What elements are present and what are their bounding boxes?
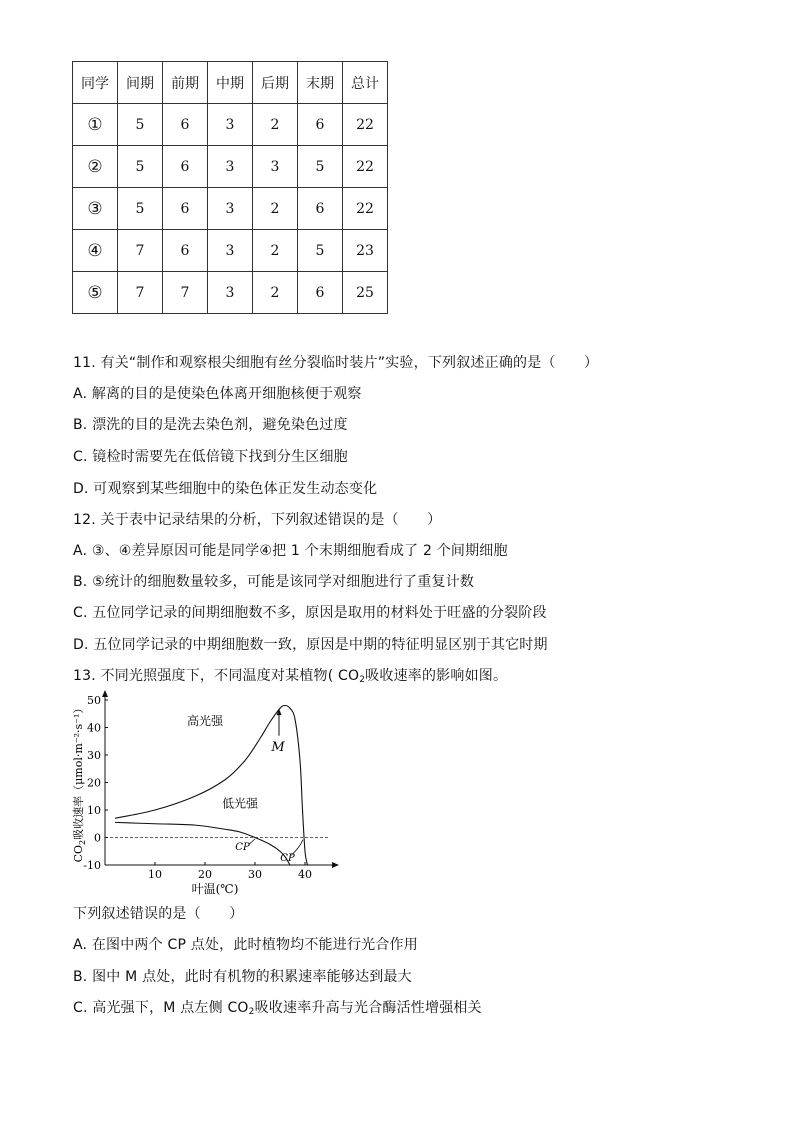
y-axis-label: $CO_2$吸收速率（μmol·m⁻²·s⁻¹）	[72, 702, 87, 863]
y-tick-label: -10	[83, 859, 101, 872]
q12-option-d: D. 五位同学记录的中期细胞数一致，原因是中期的特征明显区别于其它时期	[73, 637, 548, 653]
table-row	[73, 230, 388, 272]
table-header-cell: 同学	[73, 62, 118, 104]
table-cell: 6	[163, 104, 208, 146]
co2-absorption-chart	[70, 688, 340, 898]
y-axis-arrow	[102, 690, 108, 697]
q13-option-b: B. 图中 M 点处，此时有机物的积累速率能够达到最大	[73, 969, 412, 985]
table-header-cell: 中期	[208, 62, 253, 104]
table-cell: 22	[343, 104, 388, 146]
table-cell: 7	[163, 272, 208, 314]
table-cell: 6	[163, 230, 208, 272]
table-cell: 6	[298, 272, 343, 314]
table-cell: ②	[73, 146, 118, 188]
table-cell: 7	[118, 272, 163, 314]
table-cell: 2	[253, 104, 298, 146]
q12-option-b: B. ⑤统计的细胞数量较多，可能是该同学对细胞进行了重复计数	[73, 574, 475, 590]
table-cell: 3	[208, 272, 253, 314]
q11-stem: 11. 有关“制作和观察根尖细胞有丝分裂临时装片”实验，下列叙述正确的是（ ）	[73, 355, 599, 371]
table-cell: 3	[253, 146, 298, 188]
table-cell: 5	[118, 146, 163, 188]
cp-label-high: CP	[280, 852, 295, 864]
y-tick-label: 40	[87, 721, 101, 735]
table-header-cell: 总计	[343, 62, 388, 104]
table-cell: 23	[343, 230, 388, 272]
cp-label-low: CP	[235, 841, 250, 853]
table-cell: 5	[298, 230, 343, 272]
table-cell: 3	[208, 188, 253, 230]
y-tick-label: 30	[87, 749, 101, 762]
table-cell: 7	[118, 230, 163, 272]
table-cell: ⑤	[73, 272, 118, 314]
table-cell: 2	[253, 230, 298, 272]
low-light-label: 低光强	[221, 796, 259, 811]
y-tick-label: 50	[87, 694, 101, 707]
table-cell: 25	[343, 272, 388, 314]
table-header-cell: 后期	[253, 62, 298, 104]
q12-stem: 12. 关于表中记录结果的分析，下列叙述错误的是（ ）	[73, 512, 442, 528]
table-cell: 6	[298, 188, 343, 230]
data-table	[72, 61, 388, 314]
table-cell: ③	[73, 188, 118, 230]
q13-option-c: C. 高光强下，M 点左侧 $CO_2$吸收速率升高与光合酶活性增强相关	[73, 1000, 482, 1017]
y-tick-label: 0	[94, 831, 101, 845]
table-cell: 3	[208, 230, 253, 272]
table-cell: 3	[208, 146, 253, 188]
table-cell: 6	[163, 188, 208, 230]
table-cell: 5	[118, 188, 163, 230]
q11-option-d: D. 可观察到某些细胞中的染色体正发生动态变化	[73, 481, 378, 497]
table-row	[73, 146, 388, 188]
table-cell: 2	[253, 272, 298, 314]
x-tick-label: 20	[198, 868, 212, 881]
table-row	[73, 188, 388, 230]
table-header-cell: 间期	[118, 62, 163, 104]
table-cell: 6	[163, 146, 208, 188]
high-light-label: 高光强	[186, 713, 224, 728]
table-cell: 5	[298, 146, 343, 188]
y-tick-label: 20	[87, 776, 101, 790]
q12-option-a: A. ③、④差异原因可能是同学④把 1 个末期细胞看成了 2 个间期细胞	[73, 543, 508, 559]
q11-option-b: B. 漂洗的目的是洗去染色剂，避免染色过度	[73, 417, 348, 433]
x-axis-label: 叶温(℃)	[191, 882, 239, 896]
table-row	[73, 104, 388, 146]
table-cell: 3	[208, 104, 253, 146]
x-tick-label: 10	[148, 868, 162, 881]
q13-question: 下列叙述错误的是（ ）	[73, 906, 244, 922]
cp-arrow-low	[249, 839, 255, 845]
table-header-cell: 前期	[163, 62, 208, 104]
y-tick-label: 10	[87, 804, 101, 817]
x-tick-label: 30	[248, 868, 262, 881]
x-axis-arrow	[332, 862, 339, 868]
low-light-curve	[115, 822, 290, 865]
table-header-cell: 末期	[298, 62, 343, 104]
q11-option-c: C. 镜检时需要先在低倍镜下找到分生区细胞	[73, 449, 348, 465]
table-row	[73, 272, 388, 314]
table-cell: 5	[118, 104, 163, 146]
x-tick-label: 40	[298, 868, 312, 881]
table-cell: 2	[253, 188, 298, 230]
m-point-label: M	[271, 739, 285, 755]
q13-option-a: A. 在图中两个 CP 点处，此时植物均不能进行光合作用	[73, 937, 418, 953]
table-cell: ④	[73, 230, 118, 272]
table-cell: 22	[343, 188, 388, 230]
q11-option-a: A. 解离的目的是使染色体离开细胞核便于观察	[73, 386, 362, 402]
table-header-row	[73, 62, 388, 104]
q12-option-c: C. 五位同学记录的间期细胞数不多，原因是取用的材料处于旺盛的分裂阶段	[73, 605, 547, 621]
q13-stem: 13. 不同光照强度下，不同温度对某植物( $CO_2$吸收速率的影响如图。	[73, 668, 508, 685]
table-cell: 22	[343, 146, 388, 188]
table-cell: ①	[73, 104, 118, 146]
table-cell: 6	[298, 104, 343, 146]
